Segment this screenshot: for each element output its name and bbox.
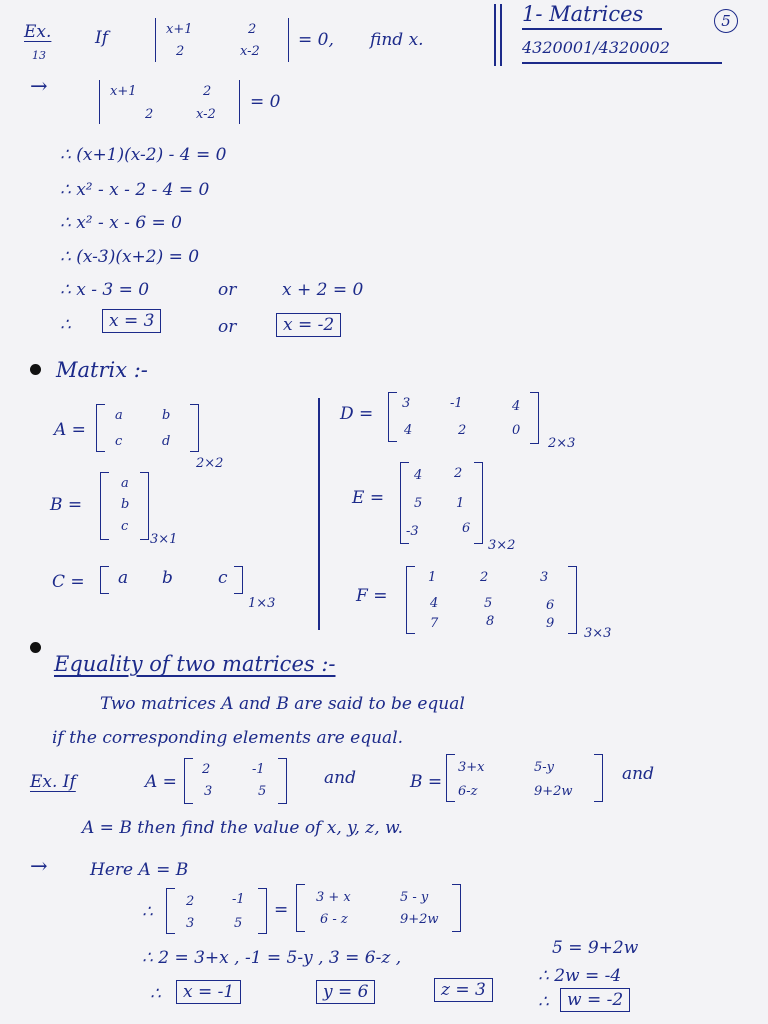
bullet-icon: [30, 364, 41, 375]
bracket-left: [100, 472, 109, 540]
matrix-entry: 5: [234, 916, 243, 931]
equals-sign: =: [274, 900, 289, 920]
example-label: Ex. If: [30, 772, 76, 792]
det-bar-right: [288, 18, 289, 62]
bracket-left: [446, 754, 455, 802]
matrix-entry: 2: [202, 762, 211, 777]
matrix-entry: 3: [186, 916, 195, 931]
bracket-right: [452, 884, 461, 932]
bracket-left: [166, 888, 175, 934]
matrix-entry: 6: [546, 598, 555, 613]
example-label: Ex.: [24, 22, 52, 42]
det-entry: 2: [203, 84, 212, 99]
bracket-left: [388, 392, 397, 442]
matrix-entry: c: [115, 434, 123, 449]
det-entry: x+1: [166, 22, 193, 37]
matrix-entry: 1: [456, 496, 465, 511]
therefore-symbol: ∴: [142, 902, 153, 922]
det-entry: x-2: [240, 44, 260, 59]
matrix-entry: 5-y: [534, 760, 555, 775]
matrix-entry: -1: [252, 762, 265, 777]
chapter-title: 1- Matrices: [522, 2, 644, 26]
matrix-entry: 2: [458, 423, 467, 438]
column-divider: [318, 398, 320, 630]
matrix-entry: 5 - y: [400, 890, 429, 905]
answer-box: x = 3: [102, 311, 161, 331]
det-entry: x-2: [196, 107, 216, 122]
definition-line: if the corresponding elements are equal.: [52, 728, 404, 748]
solution-step: ∴ x² - x - 2 - 4 = 0: [60, 180, 210, 200]
bracket-right: [530, 392, 539, 444]
answer-box: y = 6: [316, 982, 375, 1002]
solution-step: ∴: [60, 315, 71, 335]
answer-box: z = 3: [434, 980, 493, 1000]
bracket-right: [474, 462, 483, 544]
matrix-order: 2×3: [548, 436, 576, 451]
definition-line: Two matrices A and B are said to be equal: [100, 694, 465, 714]
matrix-entry: 2: [454, 466, 463, 481]
matrix-order: 3×1: [150, 532, 178, 547]
matrix-entry: 5: [414, 496, 423, 511]
matrix-label: E =: [352, 488, 385, 508]
matrix-entry: 4: [404, 423, 413, 438]
arrow-icon: →: [30, 854, 48, 878]
matrix-entry: -3: [406, 524, 419, 539]
det-entry: 2: [176, 44, 185, 59]
therefore-symbol: ∴: [538, 992, 549, 1012]
matrix-entry: 4: [414, 468, 423, 483]
matrix-order: 1×3: [248, 596, 276, 611]
bullet-icon: [30, 642, 41, 653]
matrix-entry: -1: [450, 396, 463, 411]
or-word: or: [218, 280, 237, 300]
matrix-entry: 6 - z: [320, 912, 348, 927]
title-underline: [522, 28, 662, 30]
matrix-entry: 3+x: [458, 760, 485, 775]
det-bar-right: [239, 80, 240, 124]
matrix-label: F =: [356, 586, 388, 606]
page-number: 5: [714, 9, 738, 33]
det-bar-left: [99, 80, 100, 124]
det-entry: x+1: [110, 84, 137, 99]
matrix-entry: 8: [486, 614, 495, 629]
matrix-entry: 2: [480, 570, 489, 585]
solution-step: x + 2 = 0: [282, 280, 364, 300]
bracket-left: [96, 404, 105, 452]
matrix-entry: 9+2w: [400, 912, 439, 927]
matrix-label: C =: [52, 572, 85, 592]
answer-box: x = -2: [276, 315, 341, 335]
matrix-entry: b: [121, 497, 130, 512]
if-word: If: [95, 28, 109, 48]
header-divider: [500, 4, 502, 66]
solution-step: ∴ (x-3)(x+2) = 0: [60, 247, 200, 267]
bracket-right: [258, 888, 267, 934]
matrix-entry: 5: [484, 596, 493, 611]
matrix-entry: 2: [186, 894, 195, 909]
header-divider: [494, 4, 496, 66]
bracket-right: [594, 754, 603, 802]
example-task: find x.: [370, 30, 424, 50]
bracket-left: [296, 884, 305, 932]
arrow-icon: →: [30, 74, 48, 98]
matrix-entry: 4: [512, 399, 521, 414]
bracket-right: [190, 404, 199, 452]
matrix-entry: a: [121, 476, 129, 491]
bracket-left: [184, 758, 193, 804]
answer-box: w = -2: [560, 990, 630, 1010]
matrix-entry: 3 + x: [316, 890, 351, 905]
matrix-entry: 6: [462, 521, 471, 536]
matrix-label: D =: [340, 404, 374, 424]
bracket-left: [406, 566, 415, 634]
margin-number: 13: [32, 49, 46, 62]
matrix-entry: c: [218, 568, 228, 588]
matrix-entry: a: [118, 568, 129, 588]
solution-step: Here A = B: [90, 860, 189, 880]
matrix-order: 2×2: [196, 456, 224, 471]
det-bar-left: [155, 18, 156, 62]
matrix-entry: 9+2w: [534, 784, 573, 799]
or-word: or: [218, 317, 237, 337]
solution-step: ∴ 2 = 3+x , -1 = 5-y , 3 = 6-z ,: [142, 948, 402, 968]
matrix-order: 3×2: [488, 538, 516, 553]
solution-step: 5 = 9+2w: [552, 938, 639, 958]
matrix-label: B =: [410, 772, 443, 792]
matrix-label: B =: [50, 495, 83, 515]
and-word: and: [324, 768, 356, 788]
course-codes: 4320001/4320002: [522, 38, 670, 57]
matrix-entry: a: [115, 408, 123, 423]
det-equals-zero: = 0,: [298, 30, 334, 50]
matrix-entry: d: [162, 434, 171, 449]
bracket-left: [100, 566, 109, 594]
example-task: A = B then find the value of x, y, z, w.: [82, 818, 404, 838]
matrix-label: A =: [54, 420, 86, 440]
matrix-entry: -1: [232, 892, 245, 907]
matrix-entry: c: [121, 519, 129, 534]
matrix-entry: b: [162, 568, 173, 588]
matrix-entry: 3: [540, 570, 549, 585]
matrix-entry: 3: [402, 396, 411, 411]
answer-box: x = -1: [176, 982, 241, 1002]
solution-step: ∴ x² - x - 6 = 0: [60, 213, 182, 233]
solution-step: ∴ x - 3 = 0: [60, 280, 150, 300]
matrix-entry: 4: [430, 596, 439, 611]
det-entry: 2: [248, 22, 257, 37]
matrix-entry: 1: [428, 570, 437, 585]
therefore-symbol: ∴: [150, 984, 161, 1004]
section-heading: Matrix :-: [56, 358, 148, 382]
section-heading: Equality of two matrices :-: [54, 652, 336, 676]
det-entry: 2: [145, 107, 154, 122]
matrix-label: A =: [145, 772, 177, 792]
and-word: and: [622, 764, 654, 784]
matrix-entry: 9: [546, 616, 555, 631]
det-equals-zero: = 0: [250, 92, 281, 112]
matrix-entry: b: [162, 408, 171, 423]
solution-step: ∴ (x+1)(x-2) - 4 = 0: [60, 145, 227, 165]
matrix-entry: 6-z: [458, 784, 478, 799]
solution-step: ∴ 2w = -4: [538, 966, 622, 986]
bracket-right: [234, 566, 243, 594]
bracket-right: [278, 758, 287, 804]
matrix-entry: 5: [258, 784, 267, 799]
codes-underline: [522, 62, 722, 64]
bracket-right: [140, 472, 149, 540]
bracket-right: [568, 566, 577, 634]
matrix-order: 3×3: [584, 626, 612, 641]
matrix-entry: 3: [204, 784, 213, 799]
matrix-entry: 7: [430, 616, 439, 631]
matrix-entry: 0: [512, 423, 521, 438]
